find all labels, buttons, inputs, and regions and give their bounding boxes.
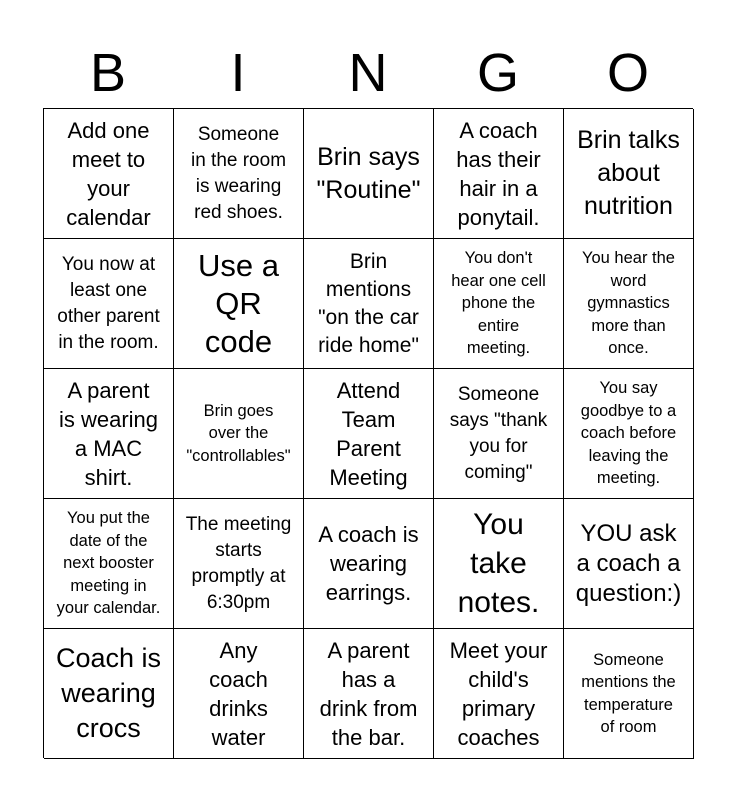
cell-text: You put the date of the next booster meeting in your calendar. xyxy=(56,509,161,618)
cell-text: You take notes. xyxy=(457,508,540,619)
bingo-cell[interactable] xyxy=(564,109,694,239)
cell-text: Coach is wearing crocs xyxy=(55,643,162,743)
cell-text: Any coach drinks water xyxy=(209,637,268,750)
bingo-cell[interactable] xyxy=(434,109,564,239)
header-letter-n: N xyxy=(348,43,388,103)
header-letter-i: I xyxy=(230,43,246,103)
cell-text: Someone says "thank you for coming" xyxy=(449,383,548,483)
bingo-cell[interactable] xyxy=(44,239,174,369)
bingo-cell[interactable] xyxy=(564,629,694,759)
cell-text: You don't hear one cell phone the entire meeting. xyxy=(451,249,546,358)
bingo-cell[interactable] xyxy=(174,109,304,239)
cell-text: The meeting starts promptly at 6:30pm xyxy=(185,513,292,613)
cell-text: Someone mentions the temperature of room xyxy=(581,650,676,736)
cell-text: Someone in the room is wearing red shoes. xyxy=(190,123,287,223)
header-letter-g: G xyxy=(476,43,519,103)
cell-text: Brin says "Routine" xyxy=(316,142,421,204)
cell-text: Meet your child's primary coaches xyxy=(449,637,548,750)
cell-text: YOU ask a coach a question:) xyxy=(575,519,682,607)
bingo-cell[interactable] xyxy=(564,499,694,629)
bingo-cell[interactable] xyxy=(304,499,434,629)
cell-text: Brin mentions "on the car ride home" xyxy=(318,249,419,357)
bingo-cell[interactable] xyxy=(174,239,304,369)
bingo-cell[interactable] xyxy=(434,369,564,499)
header-letter-b: B xyxy=(89,43,127,103)
bingo-cell[interactable] xyxy=(174,499,304,629)
bingo-cell[interactable] xyxy=(44,499,174,629)
bingo-cell[interactable] xyxy=(434,629,564,759)
cell-text: Add one meet to your calendar xyxy=(66,117,151,230)
bingo-header xyxy=(43,38,693,108)
cell-text: Attend Team Parent Meeting xyxy=(329,377,408,490)
cell-text: Use a QR code xyxy=(198,247,279,359)
cell-text: A coach is wearing earrings. xyxy=(318,522,419,605)
cell-text: You hear the word gymnastics more than once. xyxy=(582,249,675,358)
cell-text: A coach has their hair in a ponytail. xyxy=(456,117,541,230)
bingo-cell[interactable] xyxy=(434,499,564,629)
bingo-cell[interactable] xyxy=(304,239,434,369)
bingo-cell[interactable] xyxy=(564,369,694,499)
cell-text: A parent has a drink from the bar. xyxy=(319,637,418,750)
bingo-cell[interactable] xyxy=(44,369,174,499)
cell-text: Brin talks about nutrition xyxy=(577,126,680,220)
cell-text: You now at least one other parent in the room. xyxy=(57,253,160,353)
bingo-cell[interactable] xyxy=(44,629,174,759)
bingo-board xyxy=(43,108,693,758)
cell-text: Brin goes over the "controllables" xyxy=(186,401,291,465)
bingo-cell[interactable] xyxy=(564,239,694,369)
cell-text: A parent is wearing a MAC shirt. xyxy=(58,377,159,490)
bingo-cell[interactable] xyxy=(304,629,434,759)
bingo-cell[interactable] xyxy=(174,369,304,499)
header-letter-o: O xyxy=(606,43,649,103)
bingo-cell[interactable] xyxy=(304,369,434,499)
cell-text: You say goodbye to a coach before leaving the meeting. xyxy=(580,379,677,488)
bingo-cell[interactable] xyxy=(434,239,564,369)
bingo-cell[interactable] xyxy=(174,629,304,759)
bingo-cell[interactable] xyxy=(304,109,434,239)
bingo-cell[interactable] xyxy=(44,109,174,239)
